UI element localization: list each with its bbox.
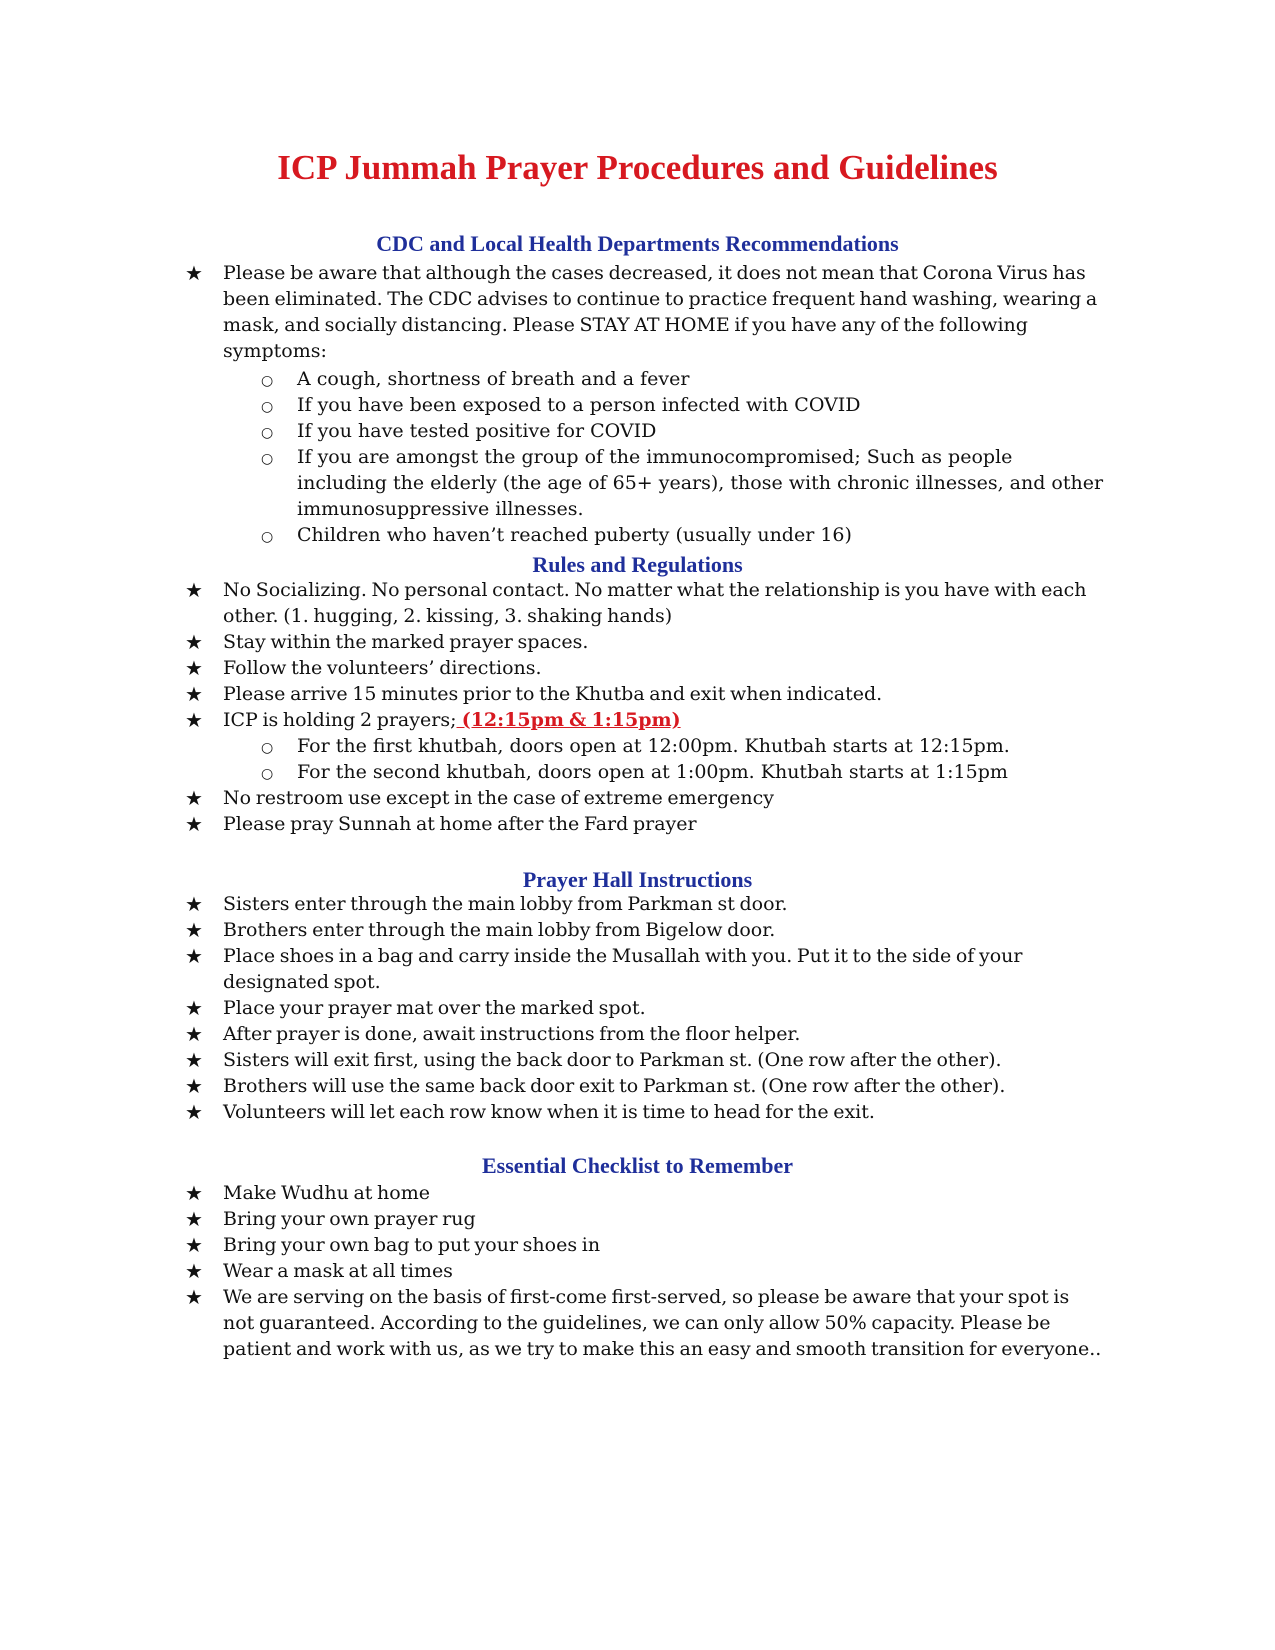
star-icon: ★ [185,1048,203,1072]
star-icon: ★ [185,1181,203,1205]
list-item [185,707,1105,733]
checklist-text: Bring your own bag to put your shoes in [223,1234,601,1256]
star-icon: ★ [185,682,203,706]
list-item [185,995,1105,1021]
star-icon: ★ [185,812,203,836]
star-icon: ★ [185,1233,203,1257]
star-icon: ★ [185,1259,203,1283]
list-item [185,891,1105,917]
list-item [185,1258,1105,1284]
hall-text: Brothers enter through the main lobby from Bigelow door. [223,919,776,941]
rule-text: Please arrive 15 minutes prior to the Khutba and exit when indicated. [223,683,883,705]
cdc-intro-text: Please be aware that although the cases decreased, it does not mean that Corona Virus has been eliminated. The CDC advises to continue to practice frequent hand washing, wearing a mask, and socially distancing. Please STAY AT HOME if you have any of the following symptoms: [223,262,1098,362]
star-icon: ★ [185,630,203,654]
circle-icon: ○ [261,766,274,782]
list-item [185,629,1105,655]
star-icon: ★ [185,708,203,732]
star-icon: ★ [185,1074,203,1098]
list-item [185,681,1105,707]
hall-text: Volunteers will let each row know when it is time to head for the exit. [223,1101,875,1123]
star-icon: ★ [185,944,203,968]
star-icon: ★ [185,261,203,285]
symptom-text: If you have been exposed to a person infected with COVID [297,394,861,416]
symptom-text: If you are amongst the group of the immunocompromised; Such as people including the elderly (the age of 65+ years), those with chronic illnesses, and other immunosuppressive illnesses. [297,446,1104,520]
prayer-times-highlight: (12:15pm & 1:15pm) [456,709,681,731]
list-item [185,917,1105,943]
hall-text: Place your prayer mat over the marked spot. [223,997,646,1019]
section-heading-cdc: CDC and Local Health Departments Recommendations [376,231,899,256]
checklist-text: Make Wudhu at home [223,1182,430,1204]
hall-list [185,891,1105,1125]
prayer-detail-text: For the first khutbah, doors open at 12:00pm. Khutbah starts at 12:15pm. [297,735,1010,757]
rules-list [185,577,1105,837]
cdc-list [185,260,1105,548]
list-item [185,943,1105,995]
list-item [185,1073,1105,1099]
star-icon: ★ [185,1100,203,1124]
list-item [185,577,1105,629]
star-icon: ★ [185,996,203,1020]
prayers-text: ICP is holding 2 prayers; [223,709,457,731]
section-heading-rules: Rules and Regulations [532,552,743,577]
hall-text: Brothers will use the same back door exit to Parkman st. (One row after the other). [223,1075,1006,1097]
sub-list-item [185,522,1105,548]
list-item [185,655,1105,681]
checklist-list [185,1180,1105,1362]
star-icon: ★ [185,578,203,602]
list-item [185,1206,1105,1232]
circle-icon: ○ [261,529,274,545]
hall-text: After prayer is done, await instructions from the floor helper. [223,1023,801,1045]
star-icon: ★ [185,786,203,810]
list-item [185,1180,1105,1206]
rule-text: No restroom use except in the case of extreme emergency [223,787,775,809]
list-item [185,811,1105,837]
list-item [185,1099,1105,1125]
list-item [185,785,1105,811]
sub-list-item [185,759,1105,785]
list-item [185,1232,1105,1258]
hall-text: Place shoes in a bag and carry inside the Musallah with you. Put it to the side of your designated spot. [223,945,1023,993]
star-icon: ★ [185,918,203,942]
sub-list-item [185,733,1105,759]
sub-list-item [185,366,1105,392]
section-heading-hall: Prayer Hall Instructions [522,867,753,892]
rule-text: Stay within the marked prayer spaces. [223,631,589,653]
rule-text: No Socializing. No personal contact. No matter what the relationship is you have with each other. (1. hugging, 2. kissing, 3. shaking hands) [223,579,1087,627]
circle-icon: ○ [261,399,274,415]
symptom-text: Children who haven’t reached puberty (usually under 16) [297,524,852,546]
star-icon: ★ [185,892,203,916]
circle-icon: ○ [261,373,274,389]
circle-icon: ○ [261,740,274,756]
section-heading-checklist: Essential Checklist to Remember [481,1153,793,1178]
star-icon: ★ [185,1285,203,1309]
star-icon: ★ [185,656,203,680]
circle-icon: ○ [261,425,274,441]
list-item [185,1047,1105,1073]
sub-list-item [185,444,1105,522]
sub-list-item [185,418,1105,444]
hall-text: Sisters will exit first, using the back door to Parkman st. (One row after the other). [223,1049,1002,1071]
star-icon: ★ [185,1207,203,1231]
sub-list-item [185,392,1105,418]
rule-text: Follow the volunteers’ directions. [223,657,542,679]
list-item [185,1284,1105,1362]
checklist-text: Wear a mask at all times [223,1260,453,1282]
checklist-text: Bring your own prayer rug [223,1208,476,1230]
prayer-detail-text: For the second khutbah, doors open at 1:00pm. Khutbah starts at 1:15pm [297,761,1008,783]
rule-text: Please pray Sunnah at home after the Fard prayer [223,813,697,835]
list-item [185,1021,1105,1047]
symptom-text: If you have tested positive for COVID [297,420,657,442]
list-item [185,260,1105,364]
hall-text: Sisters enter through the main lobby from Parkman st door. [223,893,788,915]
checklist-text: We are serving on the basis of first-come first-served, so please be aware that your spot is not guaranteed. According to the guidelines, we can only allow 50% capacity. Please be patient and work with us, as we try to make this an easy and smooth transition for everyone.. [223,1286,1102,1360]
symptom-text: A cough, shortness of breath and a fever [297,368,690,390]
star-icon: ★ [185,1022,203,1046]
page-title: ICP Jummah Prayer Procedures and Guidelines [277,148,998,187]
circle-icon: ○ [261,451,274,467]
